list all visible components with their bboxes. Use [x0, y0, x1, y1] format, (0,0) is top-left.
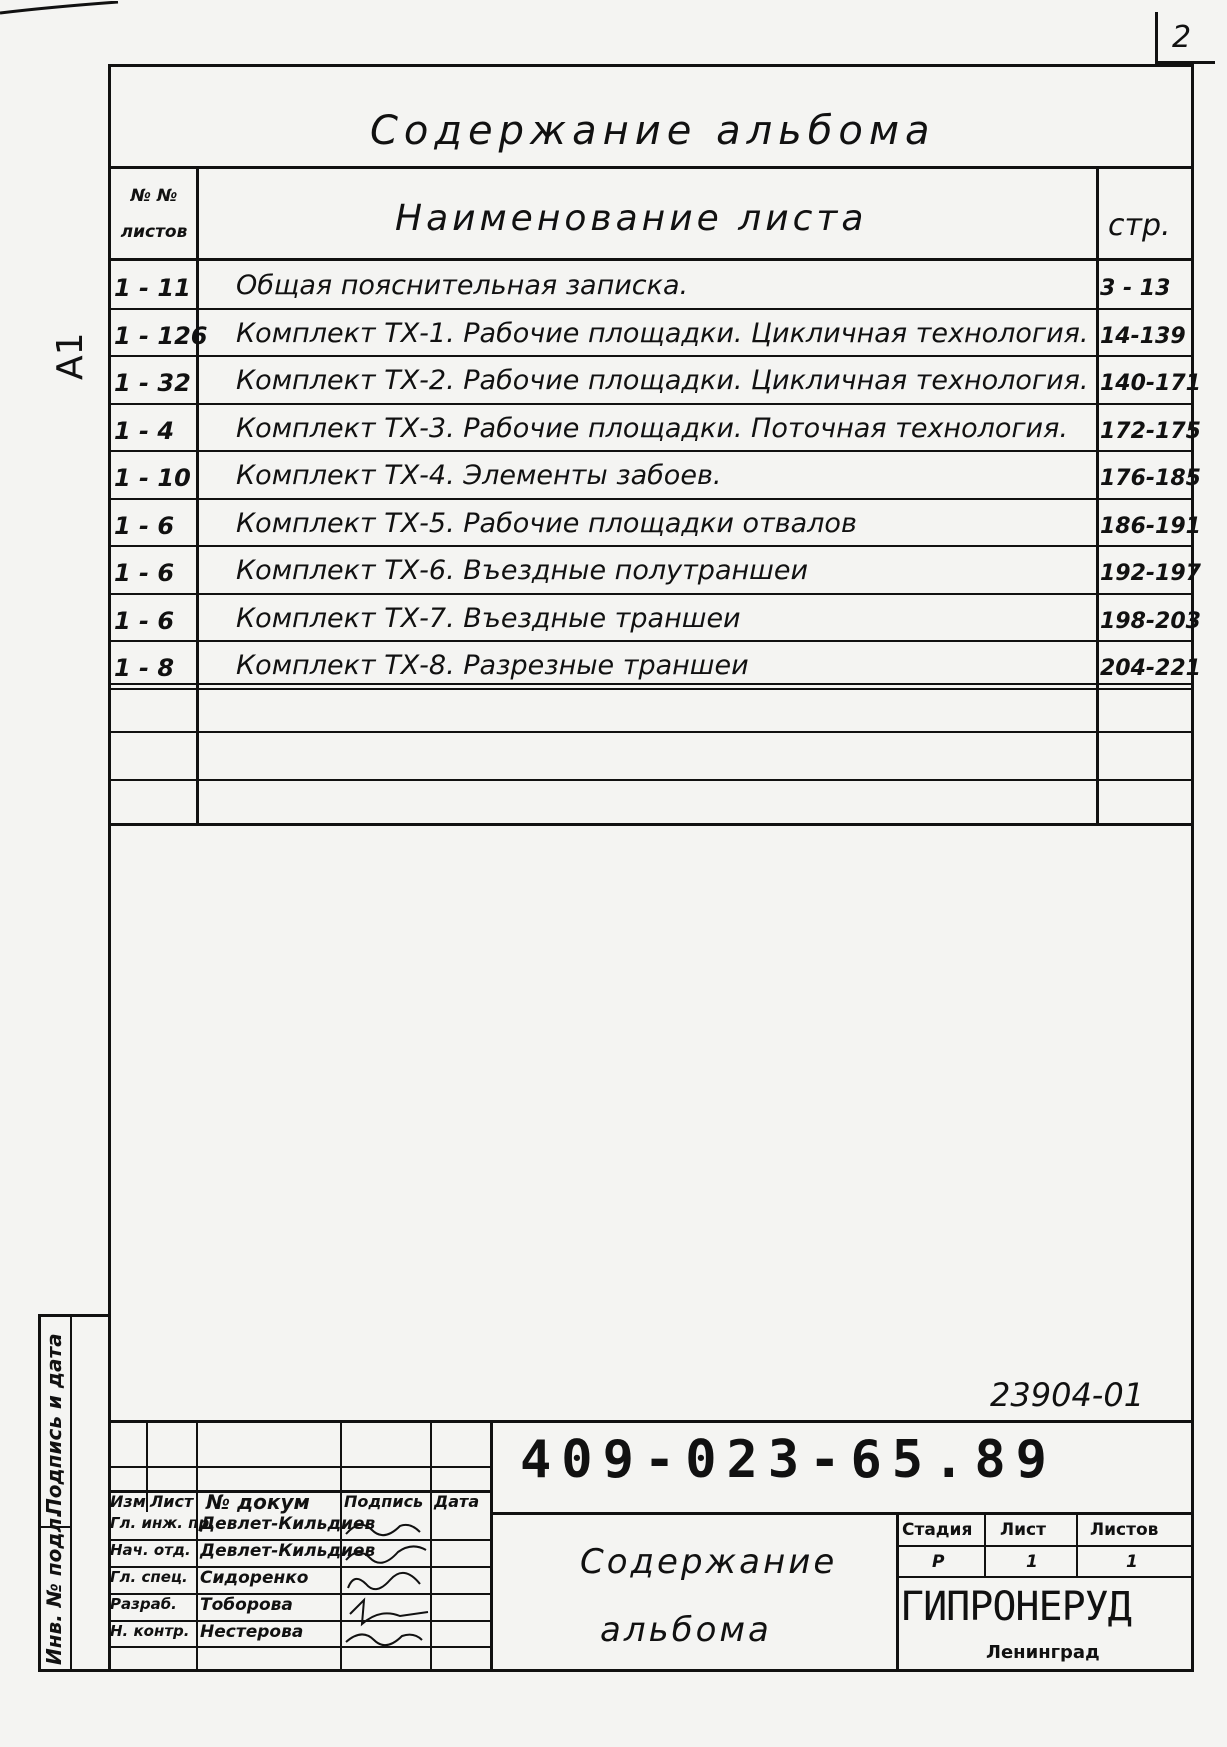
row-divider [108, 355, 1194, 357]
stage-value-line [896, 1576, 1194, 1578]
row-sheet-name: Комплект ТХ-4. Элементы забоев. [236, 460, 722, 491]
organization-city: Ленинград [986, 1642, 1100, 1663]
header-page: стр. [1108, 208, 1171, 243]
row-sheet-range: 1 - 11 [114, 274, 191, 302]
row-page-range: 140-171 [1100, 371, 1201, 396]
stamp-person-name: Девлет-Кильдиев [200, 1541, 376, 1561]
side-strip-divider [70, 1314, 72, 1672]
stamp-person-name: Тоборова [200, 1595, 293, 1615]
stamp-mid-border [490, 1512, 1194, 1515]
stage-header-line [896, 1545, 1194, 1547]
row-sheet-name: Комплект ТХ-3. Рабочие площадки. Поточная технология. [236, 412, 1068, 444]
stamp-col-line [196, 1420, 198, 1672]
sheet-number: 2 [1172, 20, 1192, 55]
stamp-title-line1: Содержание [580, 1542, 838, 1582]
row-divider [108, 593, 1194, 595]
stamp-top-border [108, 1420, 1194, 1423]
table-header-bottom [108, 258, 1194, 261]
table-col-divider-1 [196, 166, 199, 826]
stage-col-line [984, 1512, 986, 1576]
row-divider [108, 545, 1194, 547]
row-page-range: 3 - 13 [1100, 276, 1171, 301]
stamp-left-divider [490, 1420, 493, 1672]
table-col-divider-2 [1096, 166, 1099, 826]
row-page-range: 204-221 [1100, 656, 1201, 681]
row-divider [108, 403, 1194, 405]
row-page-range: 176-185 [1100, 466, 1201, 491]
row-divider [108, 640, 1194, 642]
header-num-label: № № листов [120, 186, 188, 242]
row-divider [108, 450, 1194, 452]
inventory-number: 23904-01 [990, 1376, 1145, 1414]
row-divider [108, 688, 1194, 690]
side-signature-date: Подпись и дата [42, 1333, 66, 1515]
stamp-person-name: Нестерова [200, 1622, 304, 1642]
stamp-row-line [108, 1646, 490, 1648]
row-page-range: 14-139 [1100, 323, 1186, 349]
stamp-col-sheet: Лист [150, 1492, 194, 1511]
row-sheet-range: 1 - 4 [114, 416, 175, 445]
empty-row-line [108, 779, 1194, 781]
stamp-title-line2: альбома [600, 1610, 772, 1650]
stage-value: Р [932, 1552, 945, 1572]
sheet-value: 1 [1026, 1552, 1038, 1572]
header-sheet-numbers [112, 178, 196, 250]
row-sheet-range: 1 - 126 [114, 321, 208, 350]
stamp-col-docno: № докум [206, 1490, 310, 1514]
document-code: 409-023-65.89 [520, 1430, 1057, 1490]
row-sheet-range: 1 - 6 [114, 606, 175, 635]
sheets-value: 1 [1126, 1552, 1138, 1572]
stamp-person-name: Сидоренко [200, 1568, 309, 1588]
top-corner-stroke [0, 0, 120, 14]
organization-name: ГИПРОНЕРУД [900, 1584, 1131, 1630]
stage-label: Стадия [902, 1520, 973, 1540]
stamp-row-line [108, 1466, 490, 1468]
stamp-person-name: Девлет-Кильдиев [200, 1514, 376, 1534]
row-sheet-name: Комплект ТХ-7. Въездные траншеи [236, 602, 741, 634]
header-name: Наименование листа [395, 198, 868, 239]
row-divider [108, 308, 1194, 310]
stamp-role: Нач. отд. [110, 1541, 191, 1559]
stamp-col-signature: Подпись [344, 1492, 424, 1511]
row-sheet-range: 1 - 6 [114, 511, 175, 540]
stage-col-line [1076, 1512, 1078, 1576]
stamp-role: Гл. спец. [110, 1568, 188, 1586]
row-sheet-range: 1 - 8 [114, 654, 175, 682]
table-top-border [108, 166, 1194, 169]
signature-scribbles [340, 1512, 430, 1672]
row-divider [108, 498, 1194, 500]
row-sheet-name: Комплект ТХ-5. Рабочие площадки отвалов [236, 507, 857, 539]
row-sheet-name: Комплект ТХ-8. Разрезные траншеи [236, 650, 749, 681]
empty-row-line [108, 731, 1194, 733]
row-sheet-range: 1 - 10 [114, 464, 191, 492]
row-page-range: 192-197 [1100, 561, 1201, 586]
row-sheet-name: Общая пояснительная записка. [236, 270, 689, 301]
table-bottom-border [108, 823, 1194, 826]
empty-row-line [108, 683, 1194, 685]
row-sheet-name: Комплект ТХ-2. Рабочие площадки. Цикличная технология. [236, 365, 1089, 396]
row-sheet-range: 1 - 6 [114, 559, 175, 587]
stamp-role: Н. контр. [110, 1622, 190, 1640]
row-sheet-name: Комплект ТХ-1. Рабочие площадки. Цикличная технология. [236, 317, 1089, 349]
row-page-range: 186-191 [1100, 513, 1201, 539]
sheets-label: Листов [1090, 1520, 1159, 1540]
row-page-range: 198-203 [1100, 608, 1201, 634]
format-mark: A1 [50, 332, 91, 380]
row-sheet-range: 1 - 32 [114, 369, 191, 397]
row-sheet-name: Комплект ТХ-6. Въездные полутраншеи [236, 555, 809, 586]
side-original-inv: Инв. № подл. [42, 1510, 66, 1665]
album-title: Содержание альбома [370, 108, 936, 154]
sheet-label: Лист [1000, 1520, 1046, 1540]
stamp-col-line [430, 1420, 432, 1672]
stamp-col-change: Изм [110, 1492, 146, 1511]
stamp-role: Гл. инж. пр. [110, 1514, 215, 1532]
stamp-role: Разраб. [110, 1595, 177, 1613]
stamp-right-divider [896, 1512, 899, 1672]
stamp-col-date: Дата [434, 1492, 480, 1511]
row-page-range: 172-175 [1100, 418, 1201, 444]
